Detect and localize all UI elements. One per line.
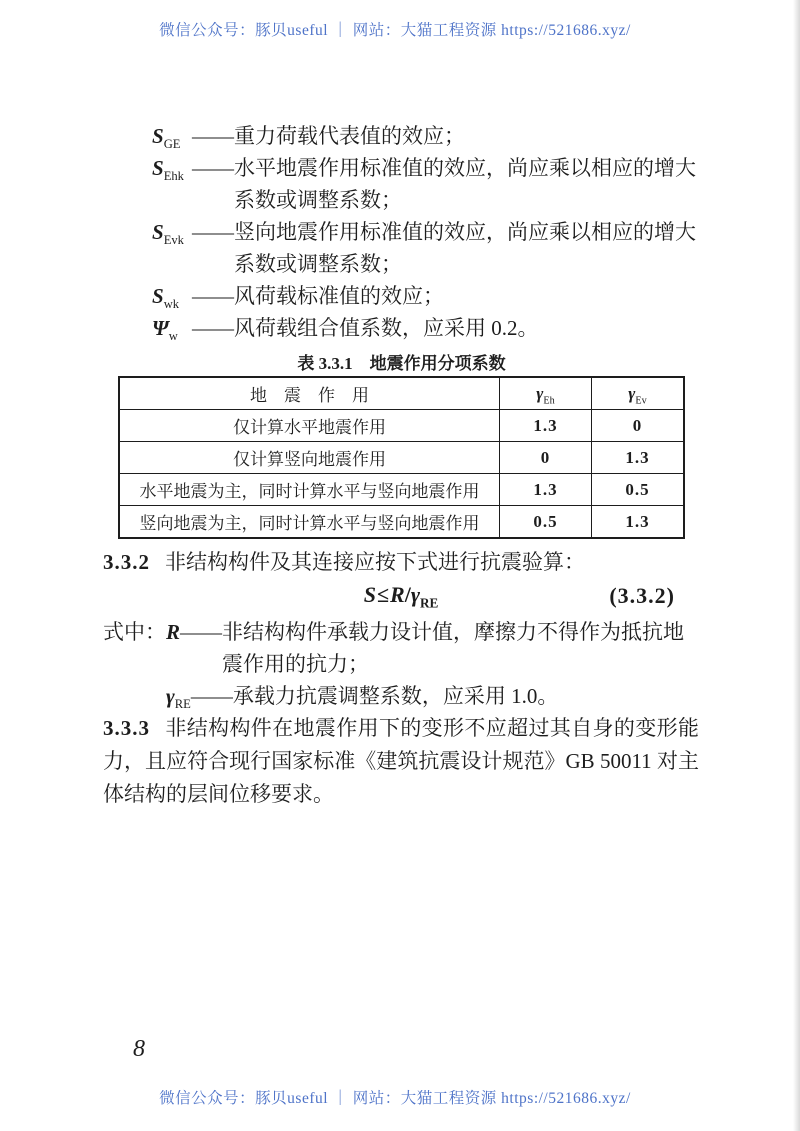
cell-gamma-ev: 0: [592, 410, 685, 442]
em-dash: ——: [192, 316, 234, 340]
definition-item: [152, 312, 700, 344]
cell-gamma-ev: 1.3: [592, 442, 685, 474]
definition-item: [152, 216, 700, 280]
definition-item: [152, 280, 700, 312]
em-dash: ——: [180, 620, 223, 644]
header-watermark: 微信公众号：豚贝useful ｜ 网站：大猫工程资源 https://521686.xyz/: [159, 22, 631, 39]
cell-gamma-ev: 0.5: [592, 474, 685, 506]
formula-3-3-2: $S\le R/\gamma_{RE}$: [363, 582, 439, 611]
definition-item: [152, 120, 700, 152]
where-block: [103, 616, 699, 712]
clause-3-3-3: [103, 712, 699, 811]
divide-sign: /: [404, 582, 411, 607]
clause-3-3-2: [103, 546, 699, 579]
clause-number: 3.3.3: [103, 716, 150, 740]
formula-block: [103, 580, 699, 610]
where-text: 承载力抗震调整系数，应采用 1.0。: [232, 684, 559, 708]
math-symbol: R——: [166, 620, 223, 644]
column-header-action: 地 震 作 用: [119, 377, 500, 410]
table-row: [119, 442, 684, 474]
em-dash: ——: [192, 284, 234, 308]
cell-gamma-eh: 1.3: [500, 410, 592, 442]
cell-action: 仅计算竖向地震作用: [119, 442, 500, 474]
cell-gamma-eh: 0.5: [500, 506, 592, 539]
cell-gamma-eh: 0: [500, 442, 592, 474]
em-dash: ——: [192, 156, 234, 180]
cell-action: 水平地震为主，同时计算水平与竖向地震作用: [119, 474, 500, 506]
math-symbol: $\gamma_{RE}——$: [166, 684, 233, 712]
less-equal-sign: ≤: [376, 582, 390, 607]
definition-text: 风荷载组合值系数，应采用 0.2。: [234, 316, 539, 340]
math-symbol: $\Psi_w$: [152, 316, 178, 344]
footer-watermark: 微信公众号：豚贝useful ｜ 网站：大猫工程资源 https://521686.xyz/: [159, 1090, 631, 1107]
math-symbol: $S_{Evk}$: [152, 220, 184, 248]
where-item: [103, 680, 699, 712]
table-row: [119, 506, 684, 539]
column-header-gamma-ev: $\gamma_{Ev}$: [592, 377, 685, 410]
column-header-gamma-eh: $\gamma_{Eh}$: [500, 377, 592, 410]
math-symbol: $S_{GE}$: [152, 124, 181, 152]
definition-text: 风荷载标准值的效应；: [234, 284, 444, 308]
cell-action: 竖向地震为主，同时计算水平与竖向地震作用: [119, 506, 500, 539]
definition-text: 重力荷载代表值的效应；: [234, 124, 465, 148]
cell-gamma-eh: 1.3: [500, 474, 592, 506]
definition-text: 竖向地震作用标准值的效应，尚应乘以相应的增大系数或调整系数；: [234, 220, 696, 276]
page-number: 8: [133, 1036, 145, 1062]
where-item: [103, 616, 699, 680]
em-dash: ——: [192, 220, 234, 244]
where-text: 非结构构件承载力设计值，摩擦力不得作为抵抗地震作用的抗力；: [222, 620, 685, 676]
em-dash: ——: [190, 684, 233, 708]
clause-number: 3.3.2: [103, 550, 150, 574]
scan-edge-shadow: [793, 0, 800, 1131]
definition-item: [152, 152, 700, 216]
em-dash: ——: [192, 124, 234, 148]
definition-text: 水平地震作用标准值的效应，尚应乘以相应的增大系数或调整系数；: [234, 156, 696, 212]
seismic-factor-table: [118, 376, 685, 539]
cell-gamma-ev: 1.3: [592, 506, 685, 539]
clause-text: 非结构构件在地震作用下的变形不应超过其自身的变形能力，且应符合现行国家标准《建筑抗震设计规范》GB 50011 对主体结构的层间位移要求。: [103, 716, 699, 806]
cell-action: 仅计算水平地震作用: [119, 410, 500, 442]
table-row: [119, 410, 684, 442]
symbol-definition-list: [152, 120, 700, 344]
where-label: 式中：: [103, 620, 166, 644]
table-header-row: [119, 377, 684, 410]
clause-text: 非结构构件及其连接应按下式进行抗震验算：: [165, 550, 585, 574]
equation-number: (3.3.2): [609, 583, 675, 608]
table-row: [119, 474, 684, 506]
table-caption: 表 3.3.1 地震作用分项系数: [297, 354, 506, 373]
math-symbol: $S_{Ehk}$: [152, 156, 184, 184]
math-symbol: $S_{wk}$: [152, 284, 180, 312]
